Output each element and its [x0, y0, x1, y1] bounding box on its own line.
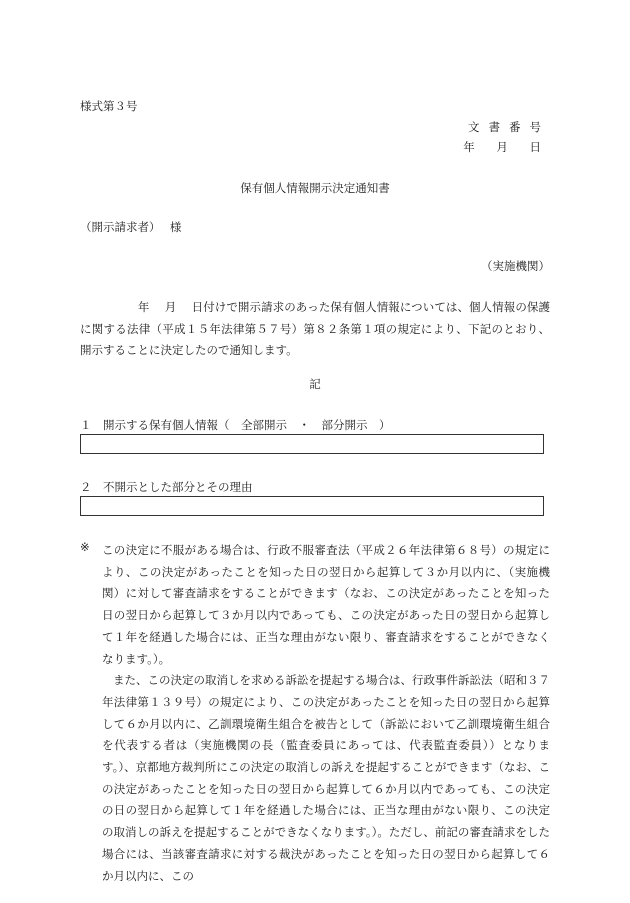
addressee: （開示請求者） 様 [80, 220, 182, 234]
appeal-notice [80, 540, 550, 887]
document-title: 保有個人情報開示決定通知書 [240, 181, 390, 195]
item-1-label: １ 開示する保有個人情報（ 全部開示 ・ 部分開示 ） [80, 418, 391, 432]
date-label: 年 月 日 [463, 140, 550, 154]
ki-heading: 記 [309, 377, 321, 391]
item-1-entry-box[interactable] [80, 434, 544, 454]
document-number-label: 文書番号 [468, 120, 550, 134]
note-paragraph-1: この決定に不服がある場合は、行政不服審査法（平成２６年法律第６８号）の規定により、この決定があったことを知った日の翌日から起算して３か月以内に、（実施機関）に対して審査請求をすることができます（なお、この決定があったことを知った日の翌日から起算して３か月以内であっても、この決定があった日の翌日から起算して１年を経過した場合には、正当な理由がない限り、審査請求をすることができなくなります。）。 [102, 543, 550, 666]
note-mark: ※ [80, 540, 90, 554]
form-number: 様式第３号 [80, 99, 138, 113]
item-2-entry-box[interactable] [80, 496, 544, 516]
note-paragraph-2: また、この決定の取消しを求める訴訟を提起する場合は、行政事件訴訟法（昭和３７年法律第１３９号）の規定により、この決定があったことを知った日の翌日から起算して６か月以内に、乙訓環境衛生組合を被告として（訴訟において乙訓環境衛生組合を代表する者は（実施機関の長（監査委員にあっては、代表監査委員））となります。）、京都地方裁判所にこの決定の取消しの訴えを提起することができます（なお、この決定があったことを知った日の翌日から起算して６か月以内であっても、この決定の日の翌日から起算して１年を経過した場合には、正当な理由がない限り、この決定の取消しの訴えを提起することができなくなります。）。ただし、前記の審査請求をした場合には、当該審査請求に対する裁決があったことを知った日の翌日から起算して６か月以内に、この [102, 673, 550, 883]
item-2-label: ２ 不開示とした部分とその理由 [80, 480, 253, 494]
body-text: 年 月 日付けで開示請求のあった保有個人情報については、個人情報の保護に関する法律（平成１５年法律第５７号）第８２条第１項の規定により、下記のとおり、開示することに決定したので通知します。 [80, 300, 550, 357]
body-paragraph [80, 297, 550, 362]
issuing-agency: （実施機関） [481, 259, 550, 273]
